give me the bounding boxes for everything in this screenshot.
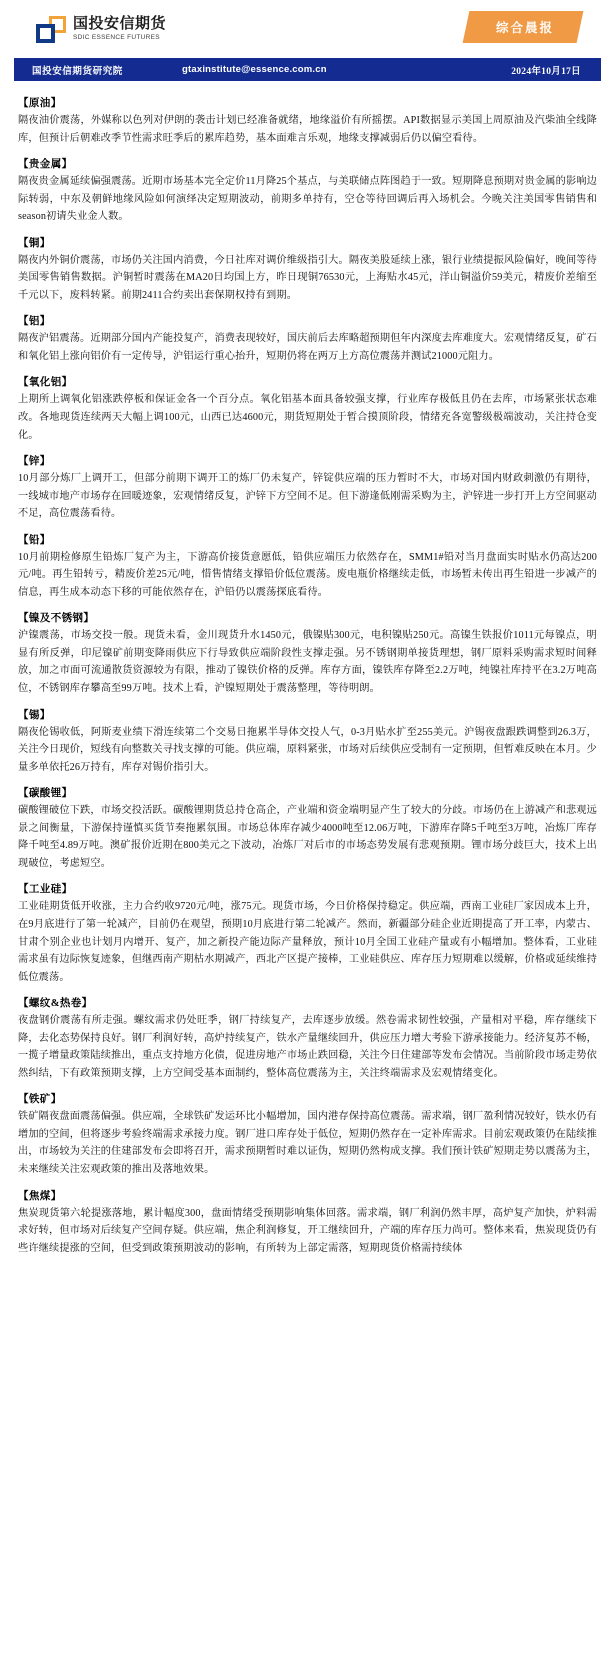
commodity-section-body: 隔夜沪铝震荡。近期部分国内产能投复产，消费表现较好，国庆前后去库略超预期但年内深度去库难度大。宏观情绪反复，矿石和氧化铝上涨向铝价有一定传导，沪铝运行重心抬升，短期仍将在两万上方高位震荡并测试21000元阻力。 xyxy=(18,333,597,362)
brand-name-block xyxy=(73,17,166,41)
commodity-section-title: 【原油】 xyxy=(18,98,62,109)
report-date: 2024年10月17日 xyxy=(511,66,581,77)
commodity-section-body: 隔夜内外铜价震荡，市场仍关注国内消费，今日社库对调价维级指引大。隔夜美股延续上涨，银行业绩提振风险偏好，晚间等待美国零售销售数据。沪铜暂时震荡在MA20日均国上方，昨日现铜76530元，上海贴水45元，洋山铜溢价59美元，精废价差缩至千元以下，废料转紧。前期2411合约卖出套保期权持有到期。 xyxy=(18,254,597,301)
commodity-section-body: 10月部分炼厂上调开工，但部分前期下调开工的炼厂仍未复产，锌锭供应端的压力暂时不大，市场对国内财政刺激仍有期待，一线城市地产市场存在回暖迹象，宏观情绪反复，沪锌下方空间不足。但下游逢低刚需采购为主，沪锌进一步打开上方空间驱动不足，高位震荡看待。 xyxy=(18,473,597,520)
commodity-section-title: 【工业硅】 xyxy=(18,884,73,896)
commodity-section xyxy=(18,453,597,523)
commodity-section xyxy=(18,235,597,305)
report-content xyxy=(0,81,615,1276)
commodity-section-title: 【碳酸锂】 xyxy=(18,788,73,800)
logo-blue-square-icon xyxy=(36,24,55,43)
commodity-section-title: 【锡】 xyxy=(18,709,51,721)
masthead xyxy=(0,0,615,58)
commodity-section-body: 工业硅期货低开收涨，主力合约收9720元/吨，涨75元。现货市场，今日价格保持稳定。供应端，西南工业硅厂家因成本上升，在9月底进行了第一轮减产，目前仍在观望，预期10月底进行第二轮减产。然而，新疆部分硅企业近期提高了开工率，内蒙古、甘肃个别企业也计划月内增开、复产，加之新投产能边际产量释放，预计10月全国工业硅产量或有小幅增加。整体看，工业硅需求虽有边际恢复迹象，但继西南产期枯水期减产，西北产区提产接棒，工业硅供应、库存压力短期难以缓解，价格或延续维持低位震荡。 xyxy=(18,901,597,983)
contact-email: gtaxinstitute@essence.com.cn xyxy=(182,64,327,75)
commodity-section-body: 夜盘钢价震荡有所走强。螺纹需求仍处旺季，钢厂持续复产，去库逐步放缓。然卷需求韧性较强，产量相对平稳，库存继续下降，去化态势保持良好。钢厂利润好转，高炉持续复产，铁水产量继续回升，供应压力增大考验下游承接能力。经济复苏不畅，一揽子增量政策陆续推出，重点支持地方化债，促进房地产市场止跌回稳，关注今日住建部等发布会情况。当前阶段市场走势依然纠结，下有政策预期支撑，上方空间受基本面制约，整体高位震荡为主，关注终端需求及宏观情绪变化。 xyxy=(18,1015,597,1079)
institute-name: 国投安信期货研究院 xyxy=(32,66,123,77)
brand-name-en: SDIC ESSENCE FUTURES xyxy=(73,33,160,41)
commodity-section-title: 【铜】 xyxy=(18,237,51,249)
commodity-section xyxy=(18,1091,597,1178)
commodity-section-title: 【铅】 xyxy=(18,534,51,546)
commodity-section xyxy=(18,532,597,602)
report-info-bar xyxy=(14,58,601,81)
commodity-section xyxy=(18,313,597,365)
commodity-section-body: 上期所上调氧化铝涨跌停板和保证金各一个百分点。氧化铝基本面具备较强支撑，行业库存极低且仍在去库，市场紧张状态难改。各地现货连续两天大幅上调100元，山西已达4600元，期货短期处于暂合摸顶阶段，情绪充各宽警级极端波动，关注持仓变化。 xyxy=(18,394,597,441)
sdic-logo-icon xyxy=(36,16,66,43)
report-type-badge xyxy=(463,11,584,43)
commodity-section-title: 【螺纹&热卷】 xyxy=(18,998,93,1010)
commodity-section-title: 【锌】 xyxy=(18,456,51,468)
brand-name-cn: 国投安信期货 xyxy=(73,16,167,33)
commodity-section-title: 【镍及不锈钢】 xyxy=(18,613,95,625)
commodity-section-body: 隔夜油价震荡，外媒称以色列对伊朗的袭击计划已经准备就绪，地缘溢价有所摇摆。API数据显示美国上周原油及汽柴油全线降库，但预计后朝难改季节性需求旺季后的累库趋势，基本面难言乐观，地缘支撑减弱后仍以偏空看待。 xyxy=(18,115,597,144)
commodity-section-title: 【铝】 xyxy=(18,316,51,328)
commodity-section-title: 【铁矿】 xyxy=(18,1094,62,1106)
commodity-section-body: 沪镍震荡，市场交投一般。现货未看，金川现货升水1450元，俄镍贴300元，电积镍贴250元。高镍生铁报价1011元每镍点，明显有所反弹，印尼镍矿前期变降雨供应下行导致供应端阶段性支撑走强。另不锈钢期单接货理想，钢厂原料采购需求短时间释放，加之市面可流通散货资源较为有限，推动了镍铁价格的反弹。库存方面，镍铁库存降至2.2万吨，纯镍社库持平在3.2万吨高位，不锈钢库存攀高至99万吨。技术上看，沪镍短期处于震荡整理，等待明朗。 xyxy=(18,630,597,695)
commodity-section-body: 10月前期检修原生铅炼厂复产为主，下游高价接货意愿低，铅供应端压力依然存在，SMM1#铅对当月盘面实时贴水仍高达200元/吨。再生铅转亏，精废价差25元/吨，惜售情绪支撑铅价低位震荡。废电瓶价格继续走低，市场暂未传出再生铅进一步减产的信息，再生成本动态下移的可能依然存在，沪铅仍以震荡探底看待。 xyxy=(18,551,597,598)
commodity-section xyxy=(18,95,597,147)
commodity-section xyxy=(18,156,597,226)
commodity-section xyxy=(18,995,597,1082)
commodity-section-title: 【贵金属】 xyxy=(18,159,73,171)
brand-logo xyxy=(36,16,166,43)
commodity-section xyxy=(18,707,597,777)
commodity-section xyxy=(18,610,597,697)
commodity-section-title: 【氧化铝】 xyxy=(18,377,73,389)
commodity-section-title: 【焦煤】 xyxy=(18,1190,62,1202)
commodity-section-body: 铁矿隔夜盘面震荡偏强。供应端，全球铁矿发运环比小幅增加，国内港存保持高位震荡。需求端，钢厂盈利情况较好，铁水仍有增加的空间，但将逐步考验终端需求承接力度。钢厂进口库存处于低位，短期仍然存在一定补库需求。目前宏观政策仍在陆续推出，市场较为关注的住建部发布会即将召开，需求预期暂时难以证伪，短期仍然构成支撑。我们预计铁矿短期走势以震荡为主，未来继续关注宏观政策的推出及落地效果。 xyxy=(18,1111,597,1175)
commodity-section xyxy=(18,785,597,872)
commodity-section xyxy=(18,374,597,444)
commodity-section xyxy=(18,881,597,986)
commodity-section xyxy=(18,1188,597,1258)
commodity-section-body: 碳酸锂破位下跌，市场交投活跃。碳酸锂期货总持仓高企，产业端和资金端明显产生了较大的分歧。市场仍在上游减产和悲观远景之间衡量，下游保持谨慎买货节奏拖累氛围。市场总体库存减少4000吨至12.06万吨，下游库存降5千吨至3万吨，冶炼厂库存降千吨至4.89万吨。澳矿报价近期在800美元之下波动，冶炼厂对后市的市场态势发展有悲观预期。锂市场分歧巨大，技术上出现破位，考虑短空。 xyxy=(18,805,597,869)
commodity-section-body: 隔夜伦锡收低，阿斯麦业绩下滑连续第二个交易日拖累半导体交投人气，0-3月贴水扩至255美元。沪锡夜盘跟跌调整到26.3万，关注今日现价，短线有向整数关寻找支撑的可能。供应端，原料紧张，市场对后续供应受制有一定预期，但暂难反映在本月。少量多单依托26万持有，库存对锡价指引大。 xyxy=(18,726,597,773)
report-type-label: 综合晨报 xyxy=(495,21,554,35)
commodity-section-body: 隔夜贵金属延续偏强震荡。近期市场基本完全定价11月降25个基点，与美联储点阵图趋于一致。短期降息预期对贵金属的影响边际转弱，中东及朝鲜地缘风险如何演绎决定短期波动，前期多单持有，空仓等待回调后再入场机会。今晚关注美国零售销售和season初请失业金人数。 xyxy=(18,176,597,223)
commodity-section-body: 焦炭现货第六轮提涨落地，累计幅度300，盘面情绪受预期影响集体回落。需求端，钢厂利润仍然丰厚，高炉复产加快，炉料需求好转，但市场对后续复产空间存疑。供应端，焦企利润修复，开工继续回升，产端的库存压力尚可。整体来看，焦炭现货仍有些许继续提涨的空间，但受到政策预期波动的影响，有所转为上部定需落，短期现货价格需持续体 xyxy=(18,1207,597,1254)
